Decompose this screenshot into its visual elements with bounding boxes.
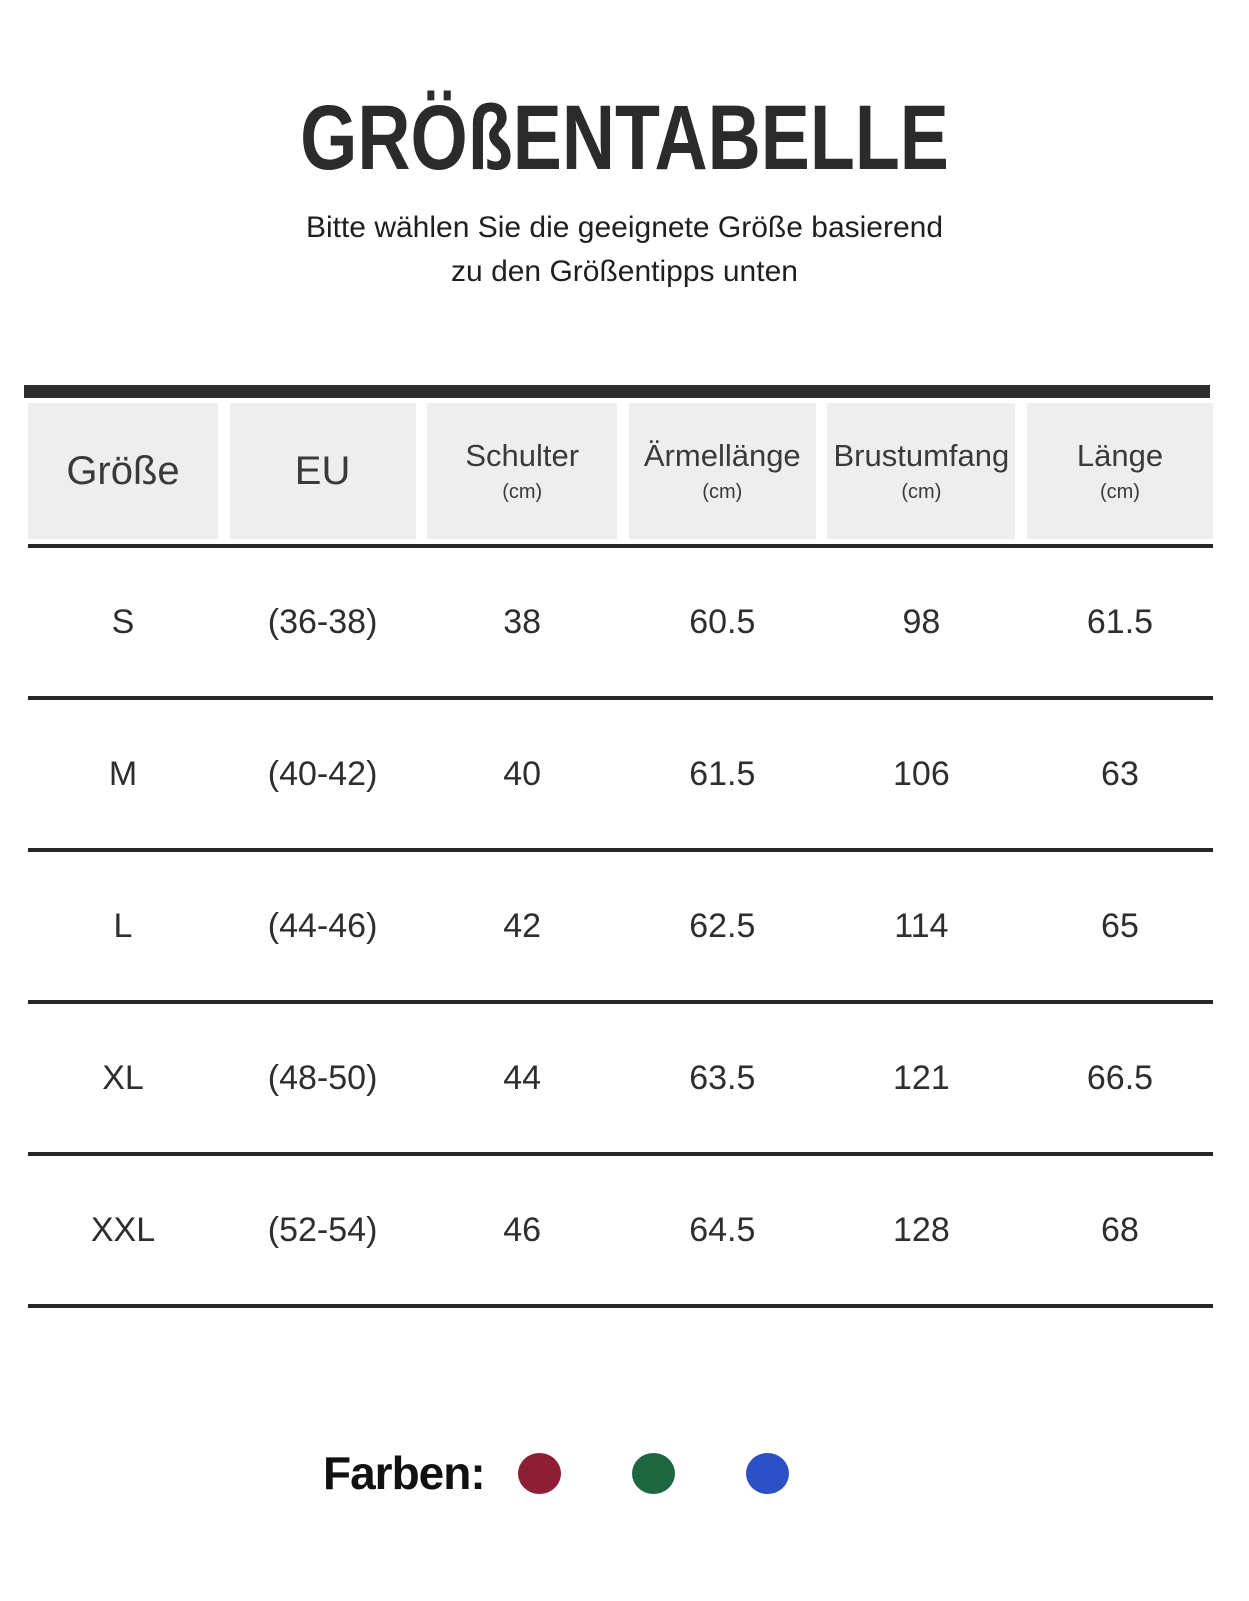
row-label: S	[111, 602, 135, 641]
table-cell: 121	[893, 1058, 950, 1097]
subtitle-line-1: Bitte wählen Sie die geeignete Größe basierend	[305, 211, 944, 244]
column-header-aermellaenge	[629, 403, 816, 539]
table-cell: 38	[503, 602, 542, 641]
row-label: XL	[102, 1058, 144, 1097]
color-swatch-red	[518, 1453, 561, 1494]
table-cell: (48-50)	[267, 1058, 378, 1097]
table-cell: 106	[893, 754, 950, 793]
table-body	[28, 544, 1213, 1308]
table-cell: 46	[503, 1210, 542, 1249]
table-row-xxl	[28, 1152, 1213, 1304]
column-header-groesse	[28, 403, 218, 539]
column-label: Brustumfang	[833, 438, 1010, 474]
row-label: L	[113, 906, 133, 945]
table-cell: 65	[1101, 906, 1139, 945]
table-cell: 98	[902, 602, 941, 641]
column-label: EU	[294, 449, 351, 493]
table-row-s	[28, 544, 1213, 696]
subtitle-line-2: zu den Größentipps unten	[451, 255, 798, 288]
table-cell: 61.5	[1086, 602, 1154, 641]
page-title: GRÖßENTABELLE	[300, 87, 949, 189]
column-unit: (cm)	[702, 480, 743, 503]
row-label: M	[108, 754, 138, 793]
column-unit: (cm)	[1099, 480, 1140, 503]
table-row-xl	[28, 1000, 1213, 1152]
color-swatch-green	[632, 1453, 675, 1494]
table-cell: 40	[503, 754, 542, 793]
column-header-eu	[230, 403, 416, 539]
column-label: Größe	[66, 449, 180, 493]
column-header-schulter	[427, 403, 617, 539]
column-unit: (cm)	[901, 480, 942, 503]
table-cell: (52-54)	[267, 1210, 378, 1249]
column-label: Länge	[1076, 438, 1164, 474]
colors-section	[323, 1445, 789, 1501]
table-row-m	[28, 696, 1213, 848]
table-cell: (36-38)	[267, 602, 378, 641]
table-cell: (44-46)	[267, 906, 378, 945]
colors-label: Farben:	[323, 1447, 485, 1499]
table-cell: 66.5	[1086, 1058, 1154, 1097]
column-unit: (cm)	[502, 480, 543, 503]
table-header-row	[28, 403, 1213, 539]
column-label: Schulter	[465, 438, 580, 474]
table-cell: 64.5	[689, 1210, 756, 1249]
column-label: Ärmellänge	[643, 438, 801, 474]
table-cell: 61.5	[689, 754, 756, 793]
row-label: XXL	[90, 1210, 156, 1249]
table-cell: (40-42)	[267, 754, 378, 793]
table-cell: 63	[1101, 754, 1139, 793]
column-header-laenge	[1027, 403, 1213, 539]
table-cell: 42	[503, 906, 542, 945]
table-row-l	[28, 848, 1213, 1000]
table-cell: 114	[894, 906, 949, 945]
column-header-brustumfang	[827, 403, 1015, 539]
table-cell: 60.5	[689, 602, 756, 641]
table-cell: 68	[1101, 1210, 1139, 1249]
table-cell: 128	[893, 1210, 950, 1249]
table-cell: 63.5	[689, 1058, 756, 1097]
table-top-bar	[24, 385, 1210, 398]
table-cell: 44	[503, 1058, 542, 1097]
color-swatch-blue	[746, 1453, 789, 1494]
page-subtitle	[0, 206, 1249, 294]
table-cell: 62.5	[689, 906, 756, 945]
